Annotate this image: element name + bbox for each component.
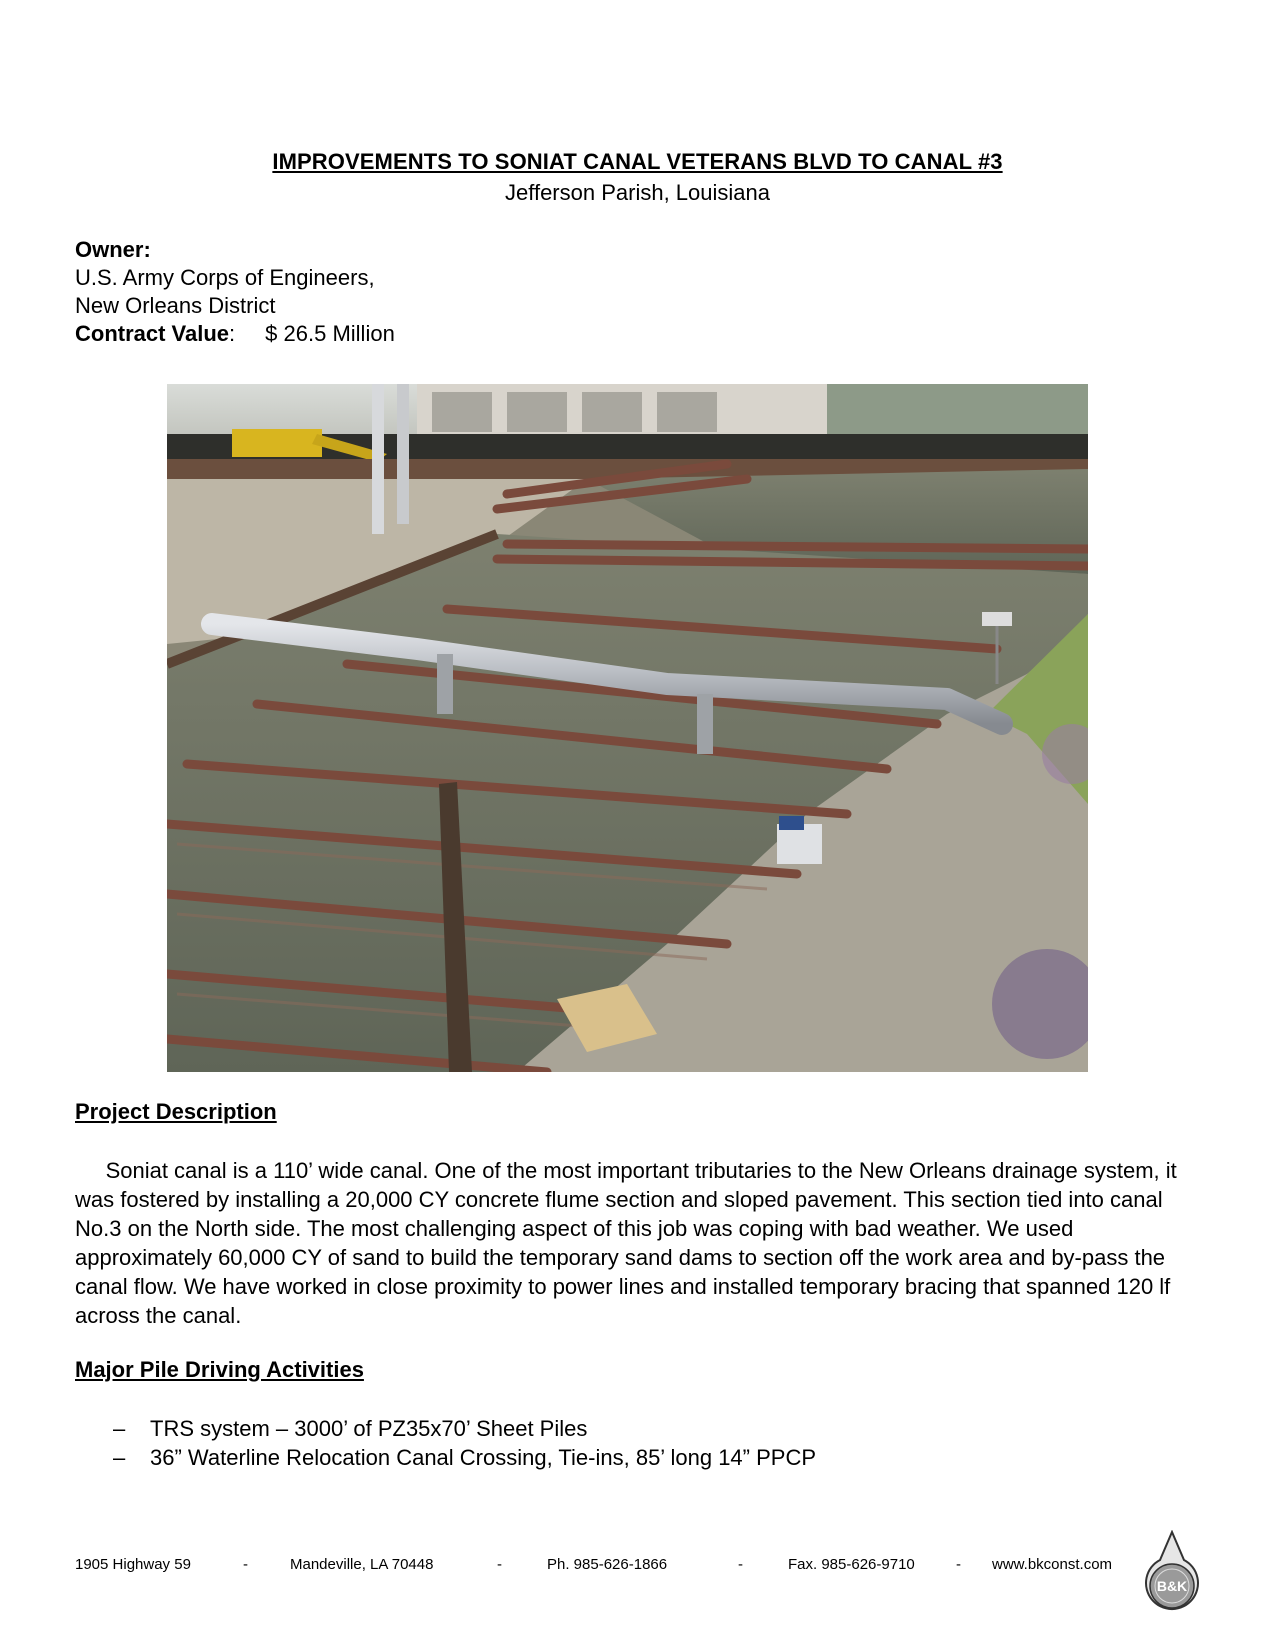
bullet-dash: – [113,1445,126,1470]
owner-block [75,236,395,348]
project-photo [167,384,1088,1072]
canal-construction-photo [167,384,1088,1072]
contract-value-label: Contract Value [75,321,230,346]
bk-logo-icon [1140,1530,1204,1616]
project-description-heading: Project Description [75,1099,277,1124]
contract-value: $ 26.5 Million [265,321,395,346]
contract-value-row [75,320,395,348]
document-title: IMPROVEMENTS TO SONIAT CANAL VETERANS BLVD TO CANAL #3 [272,149,1003,174]
bullet-dash: – [113,1416,126,1441]
footer-fax: Fax. 985-626-9710 [788,1556,915,1573]
footer-phone: Ph. 985-626-1866 [547,1556,668,1573]
document-subtitle: Jefferson Parish, Louisiana [505,180,770,205]
footer-separator: - [738,1556,743,1573]
project-description-text [75,1156,1195,1330]
page-footer [0,1556,1275,1576]
owner-line-2: New Orleans District [75,293,276,318]
footer-address: 1905 Highway 59 [75,1556,191,1573]
pile-driving-list [113,1414,816,1472]
list-item [113,1414,816,1443]
list-item-text: 36” Waterline Relocation Canal Crossing, Tie-ins, 85’ long 14” PPCP [150,1445,817,1470]
list-item-text: TRS system – 3000’ of PZ35x70’ Sheet Piles [150,1416,588,1441]
contract-value-colon: : [229,321,236,346]
project-description-body: Soniat canal is a 110’ wide canal. One of the most important tributaries to the New Orleans drainage system, it was fostered by installing a 20,000 CY concrete flume section and sloped pavement. This section tied into canal No.3 on the North side. The most challenging aspect of this job was coping with bad weather. We used approximately 60,000 CY of sand to build the temporary sand dams to section off the work area and by-pass the canal flow. We have worked in close proximity to power lines and installed temporary bracing that spanned 120 lf across the canal. [75,1158,1177,1328]
footer-website[interactable]: www.bkconst.com [992,1556,1113,1573]
logo-text: B&K [1156,1578,1188,1594]
footer-separator: - [497,1556,502,1573]
list-item [113,1443,816,1472]
owner-label: Owner: [75,237,151,262]
footer-separator: - [956,1556,961,1573]
footer-separator: - [243,1556,248,1573]
footer-city: Mandeville, LA 70448 [290,1556,434,1573]
pile-driving-heading: Major Pile Driving Activities [75,1357,364,1382]
owner-line-1: U.S. Army Corps of Engineers, [75,265,375,290]
